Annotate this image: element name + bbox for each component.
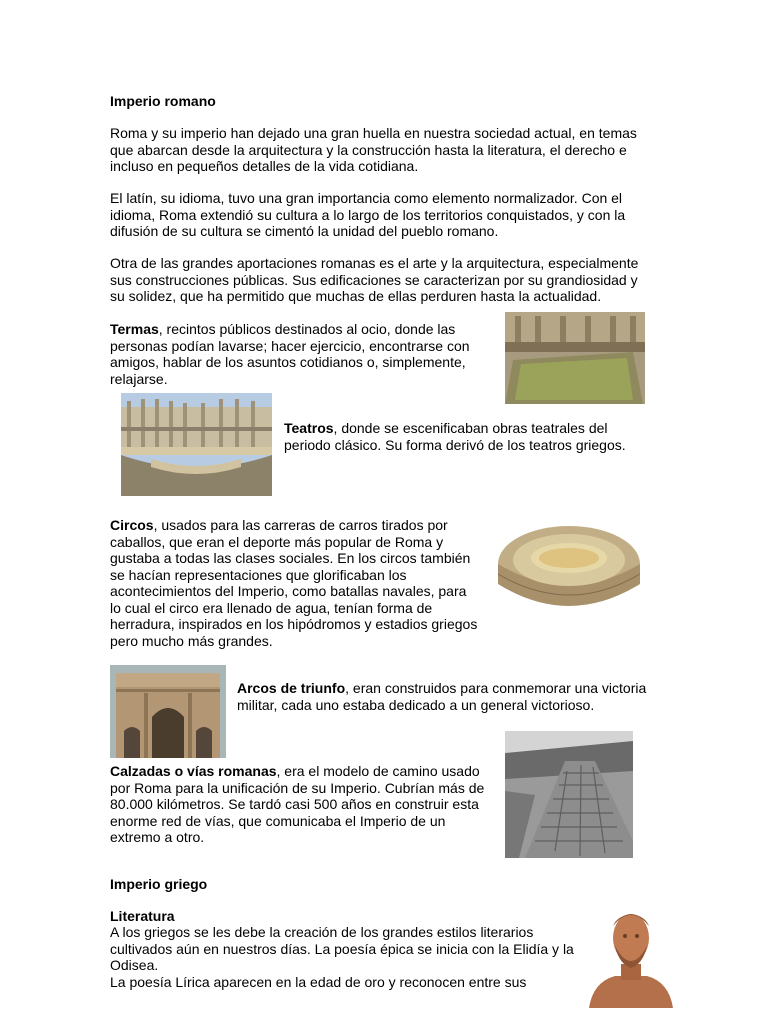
- circos-paragraph: [110, 517, 480, 649]
- calzadas-text: , era el modelo de camino usado por Roma para la unificación de su Imperio. Cubrían más de 80.000 kilómetros. Se tardó casi 500 años en construir esta enorme red de vías, que comunicaba el Imperio de un extremo a otro.: [110, 763, 485, 845]
- termas-term: Termas: [110, 321, 159, 337]
- greek-paragraph-1: A los griegos se les debe la creación de los grandes estilos literarios cultivados aún en nuestros días. La poesía épica se inicia con la Elidía y la Odisea.: [110, 924, 574, 973]
- termas-text: , recintos públicos destinados al ocio, donde las personas podían lavarse; hacer ejercicio, encontrarse con amigos, hablar de los asuntos cotidianos o, simplemente, relajarse.: [110, 321, 470, 387]
- teatros-term: Teatros: [284, 420, 334, 436]
- greek-heading: Imperio griego: [110, 876, 208, 892]
- calzadas-photo: [505, 731, 633, 858]
- circos-term: Circos: [110, 517, 154, 533]
- calzadas-paragraph: [110, 763, 485, 846]
- literatura-subheading: Literatura: [110, 908, 175, 924]
- arcos-paragraph: [237, 680, 657, 713]
- teatros-paragraph: [284, 420, 644, 453]
- termas-paragraph: [110, 321, 482, 387]
- greek-bust-photo: [585, 906, 677, 1008]
- roman-paragraph-2: El latín, su idioma, tuvo una gran importancia como elemento normalizador. Con el idioma, Roma extendió su cultura a lo largo de los territorios conquistados, y con la difusión de su cultura se cimentó la unidad del pueblo romano.: [110, 190, 626, 239]
- arcos-text: , eran construidos para conmemorar una victoria militar, cada uno estaba dedicado a un general victorioso.: [237, 680, 647, 713]
- roman-heading: Imperio romano: [110, 93, 216, 109]
- roman-paragraph-1: Roma y su imperio han dejado una gran huella en nuestra sociedad actual, en temas que abarcan desde la arquitectura y la construcción hasta la literatura, el derecho e incluso en pequeños detalles de la vida cotidiana.: [110, 125, 637, 174]
- teatros-photo: [121, 393, 272, 496]
- arcos-photo: [110, 665, 226, 758]
- termas-photo: [505, 312, 645, 404]
- calzadas-term: Calzadas o vías romanas: [110, 763, 277, 779]
- arcos-term: Arcos de triunfo: [237, 680, 346, 696]
- roman-paragraph-3: Otra de las grandes aportaciones romanas es el arte y la arquitectura, especialmente sus construcciones públicas. Sus edificaciones se caracterizan por su grandiosidad y su solidez, que ha permitido que muchas de ellas perduren hasta la actualidad.: [110, 255, 639, 304]
- circos-text: , usados para las carreras de carros tirados por caballos, que eran el deporte más popular de Roma y gustaba a todas las clases sociales. En los circos también se hacían representaciones que glorificaban los acontecimientos del Imperio, como batallas navales, para lo cual el circo era llenado de agua, tenían forma de herradura, inspirados en los hipódromos y estadios griegos pero mucho más grandes.: [110, 517, 478, 649]
- teatros-text: , donde se escenificaban obras teatrales del periodo clásico. Su forma derivó de los teatros griegos.: [284, 420, 626, 453]
- greek-paragraph-2: La poesía Lírica aparecen en la edad de oro y reconocen entre sus: [110, 974, 527, 990]
- circos-photo: [494, 520, 644, 615]
